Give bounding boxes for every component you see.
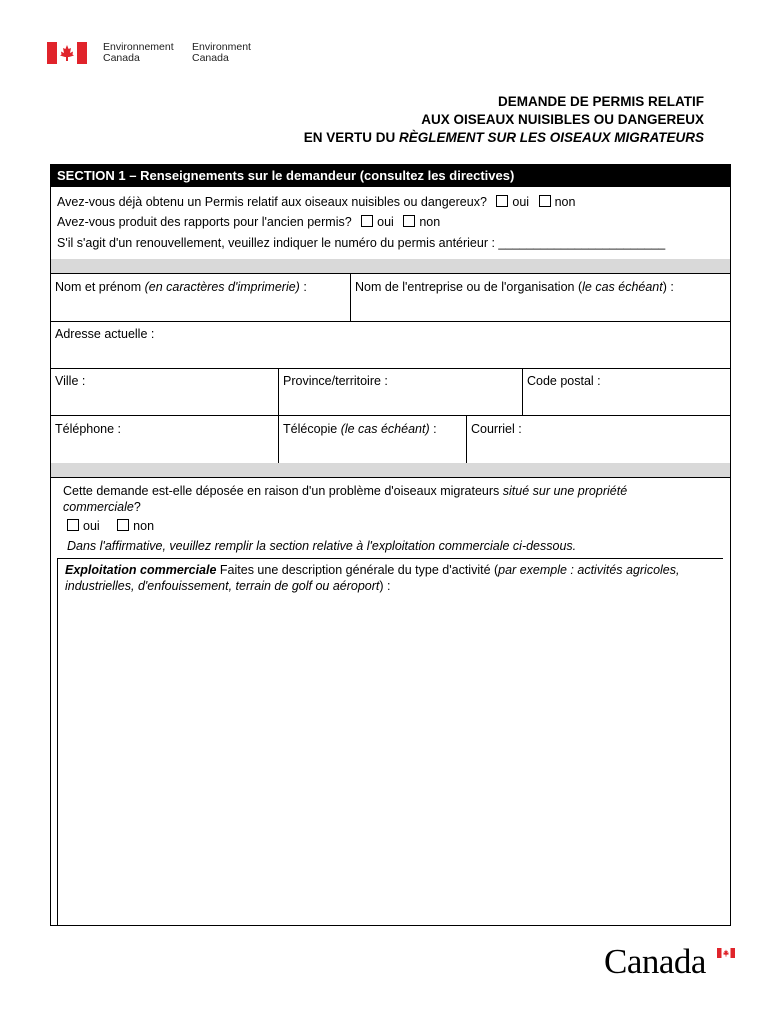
previous-permit-yes-checkbox[interactable]	[496, 195, 508, 207]
divider	[466, 415, 467, 463]
divider	[522, 368, 523, 415]
previous-permit-no-checkbox[interactable]	[539, 195, 551, 207]
commercial-description-area[interactable]	[57, 558, 723, 926]
commercial-description-label: Exploitation commerciale Faites une description générale du type d'activité (par exemple : activités agricoles, industrielles, d'enfouissement, terrain de golf ou aéroport) :	[65, 563, 680, 593]
email-field[interactable]: Courriel :	[471, 422, 522, 436]
organization-name-field[interactable]: Nom de l'entreprise ou de l'organisation (le cas échéant) :	[355, 280, 674, 294]
title-line-2: AUX OISEAUX NUISIBLES OU DANGEREUX	[421, 112, 704, 127]
commercial-yes-checkbox[interactable]	[67, 519, 79, 531]
wordmark-flag-icon	[717, 948, 735, 958]
province-field[interactable]: Province/territoire :	[283, 374, 388, 388]
department-name-french: Environment Canada	[192, 41, 251, 64]
reports-yes-checkbox[interactable]	[361, 215, 373, 227]
title-line-1: DEMANDE DE PERMIS RELATIF	[497, 94, 704, 109]
separator-band	[51, 259, 730, 273]
commercial-no-checkbox[interactable]	[117, 519, 129, 531]
divider	[51, 415, 730, 416]
divider	[51, 477, 730, 478]
previous-permit-number-field[interactable]: S'il s'agit d'un renouvellement, veuillez indiquer le numéro du permis antérieur : ________________________	[57, 236, 666, 250]
form-title	[304, 93, 704, 147]
reports-no-checkbox[interactable]	[403, 215, 415, 227]
department-name-english: Environnement Canada	[103, 41, 174, 64]
title-line-3: EN VERTU DU RÈGLEMENT SUR LES OISEAUX MIGRATEURS	[303, 130, 704, 145]
commercial-note: Dans l'affirmative, veuillez remplir la section relative à l'exploitation commerciale ci-dessous.	[67, 539, 577, 553]
wordmark-text: Canada	[604, 942, 706, 981]
divider	[51, 321, 730, 322]
postal-code-field[interactable]: Code postal :	[527, 374, 601, 388]
fax-field[interactable]: Télécopie (le cas échéant) :	[283, 422, 437, 436]
canada-flag-icon	[47, 42, 87, 64]
divider	[350, 273, 351, 321]
reports-question: Avez-vous produit des rapports pour l'ancien permis? oui non	[57, 215, 441, 229]
previous-permit-question: Avez-vous déjà obtenu un Permis relatif aux oiseaux nuisibles ou dangereux? oui non	[57, 195, 576, 209]
city-field[interactable]: Ville :	[55, 374, 86, 388]
section-1-form	[50, 164, 731, 926]
canada-wordmark	[604, 944, 734, 980]
commercial-options: oui non	[61, 518, 154, 534]
full-name-field[interactable]: Nom et prénom (en caractères d'imprimerie) :	[55, 280, 307, 294]
section-1-heading: SECTION 1 – Renseignements sur le demandeur (consultez les directives)	[51, 165, 730, 187]
separator-band	[51, 463, 730, 477]
address-field[interactable]: Adresse actuelle :	[55, 327, 155, 341]
divider	[51, 273, 730, 274]
commercial-property-question: Cette demande est-elle déposée en raison d'un problème d'oiseaux migrateurs situé sur une propriété commerciale?	[63, 484, 628, 514]
divider	[51, 368, 730, 369]
phone-field[interactable]: Téléphone :	[55, 422, 122, 436]
